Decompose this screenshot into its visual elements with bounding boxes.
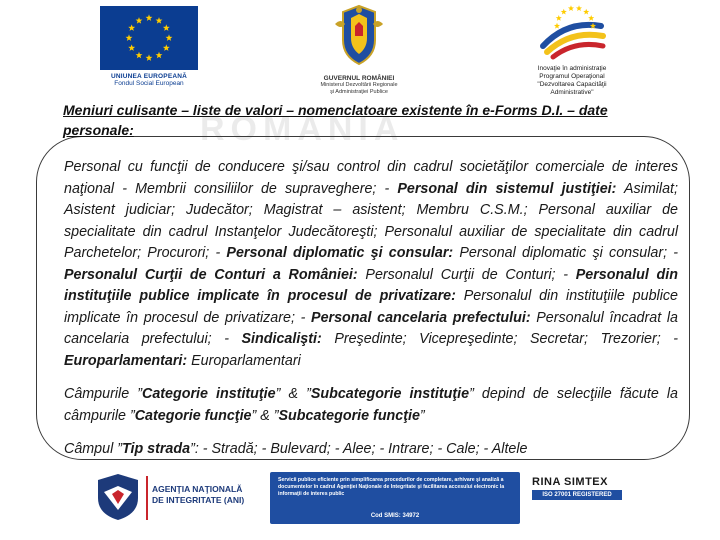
text-run: ”: - Stradă; - Bulevard; - Alee; - Intrare; - Cale; - Altele [190, 441, 528, 457]
bold-term: Tip strada [122, 441, 191, 457]
romania-coat-of-arms-icon [333, 4, 385, 68]
star-icon [588, 15, 594, 21]
star-icon [554, 23, 560, 29]
star-icon [556, 15, 562, 21]
government-logo [300, 4, 418, 96]
text-run: Câmpul ” [64, 441, 122, 457]
text-run: Preşedinte; Vicepreşedinte; Secretar; Trezorier; - [321, 331, 678, 347]
ani-divider [146, 476, 148, 520]
bold-term: Personalul Curţii de Conturi a României: [64, 266, 358, 283]
bold-term: Personal cancelaria prefectului: [311, 309, 531, 326]
slide-title: Meniuri culisante – liste de valori – nomenclatoare existente în e-Forms D.I. – date personale: [63, 102, 608, 138]
eu-caption: UNIUNEA EUROPEANĂ [110, 73, 188, 80]
star-icon [568, 5, 574, 11]
bold-term: Categorie funcţie [134, 407, 252, 424]
bold-term: Categorie instituţie [142, 386, 276, 402]
ani-name-line2: DE INTEGRITATE (ANI) [152, 495, 245, 505]
paragraph-personnel-categories [64, 157, 678, 372]
ani-eagle-icon [94, 472, 142, 522]
project-description-box [270, 472, 520, 524]
project-description: Servicii publice eficiente prin simplificarea procedurilor de completare, arhivare şi analiză a documentelor în cadrul Agenţiei Naţionale de Integritate şi facilitarea accesului electronic la informaţii de interes public [278, 477, 505, 497]
text-run: Europarlamentari [187, 352, 301, 369]
star-icon [156, 17, 163, 24]
ministry-caption: Ministerul Dezvoltării Regionale [320, 82, 398, 88]
capacity-program-logo [522, 2, 622, 97]
header-logos [0, 0, 720, 100]
bold-term: Personalul din instituţiile publice implicate în procesul de privatizare: [64, 266, 678, 304]
capacity-caption-3: "Dezvoltarea Capacităţii [537, 81, 607, 88]
star-icon [128, 24, 135, 31]
star-icon [576, 5, 582, 11]
watermark-text: ROMÂNIA [200, 110, 405, 148]
text-run: Personalul Curţii de Conturi; - [357, 266, 576, 283]
star-icon [136, 17, 143, 24]
text-run: ” & ” [275, 386, 311, 402]
star-icon [163, 24, 170, 31]
paragraph-street-type [64, 439, 678, 461]
bold-term: Personal diplomatic şi consular: [226, 245, 454, 261]
star-icon [163, 44, 170, 51]
capacity-caption-1: Inovaţie în administraţie [537, 65, 607, 72]
footer-logos [90, 470, 660, 528]
text-run: ” [419, 407, 425, 424]
star-icon [561, 9, 567, 15]
rina-name: RINA SIMTEX [532, 476, 608, 488]
star-swoosh-icon [537, 2, 607, 60]
bold-term: Europarlamentari: [64, 352, 188, 369]
bold-term: Subcategorie instituţie [310, 386, 470, 402]
eu-caption-fund: Fondul Social European [114, 80, 184, 87]
capacity-caption-2: Programul Operaţional [539, 73, 605, 80]
star-icon [136, 52, 143, 59]
text-run: Personalul din instituţiile publice implicate în procesul de privatizare; - [64, 288, 678, 326]
text-run: Personal cu funcţii de conducere şi/sau control din cadrul societăţilor comerciale de interes naţional - Membrii consiliilor de supraveghere; - [64, 159, 678, 197]
ani-name-line1: AGENŢIA NAŢIONALĂ [152, 484, 243, 494]
paragraph-dependent-fields [64, 384, 678, 427]
ministry-caption-2: şi Administraţiei Publice [330, 89, 388, 95]
ani-logo [90, 470, 260, 526]
text-run: Personal diplomatic şi consular; - [453, 245, 679, 261]
star-icon [128, 44, 135, 51]
text-run: Asimilat; Asistent judiciar; Judecător; Magistrat – asistent; Membru C.S.M.; Personal auxiliar de specialitate din cadrul Instanţelor Judecătoreşti; Personalul auxiliar de specialitate din cadrul Parchetelor; Procurori; - [64, 180, 678, 261]
text-run: ” depind de selecţiile făcute la câmpurile ” [64, 386, 678, 424]
capacity-caption-4: Administrative" [550, 89, 594, 96]
text-run: ” & ” [251, 407, 279, 424]
bold-term: Personal din sistemul justiţiei: [397, 180, 617, 197]
star-icon [156, 52, 163, 59]
bold-term: Subcategorie funcţie [278, 407, 420, 424]
bold-term: Sindicalişti: [241, 331, 322, 347]
slide-content [64, 157, 678, 461]
star-icon [146, 14, 153, 21]
star-icon [583, 9, 589, 15]
star-icon [126, 34, 133, 41]
text-run: Câmpurile ” [64, 386, 142, 402]
government-caption: GUVERNUL ROMÂNIEI [323, 75, 395, 82]
text-run: Personalul încadrat la cancelaria prefectului; - [64, 309, 678, 347]
rina-certification-logo [532, 476, 622, 500]
star-icon [166, 34, 173, 41]
eu-flag-icon [100, 6, 198, 70]
star-icon [146, 54, 153, 61]
smis-code: Cod SMIS: 34972 [370, 513, 420, 519]
rina-badge: ISO 27001 REGISTERED [532, 490, 622, 500]
eu-logo [100, 6, 198, 87]
